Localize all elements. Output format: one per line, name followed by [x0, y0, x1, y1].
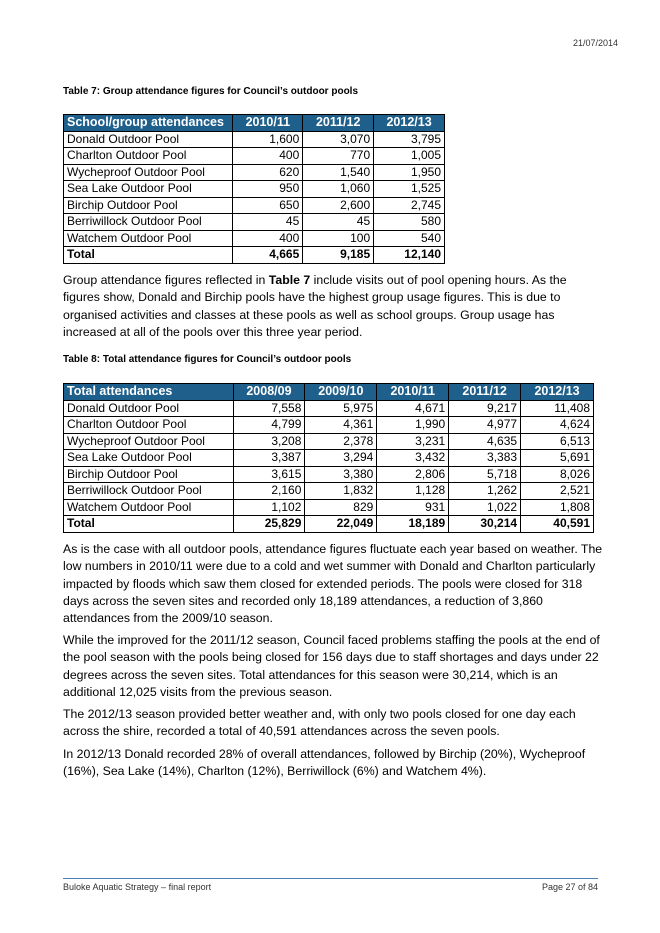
- table7: [63, 114, 445, 264]
- cell: 3,615: [233, 466, 305, 483]
- table7-reference: Table 7: [268, 273, 311, 287]
- cell: 8,026: [521, 466, 594, 483]
- cell: 400: [233, 148, 303, 165]
- cell: 1,005: [374, 148, 445, 165]
- table8: [63, 383, 594, 533]
- paragraph-attendance-share: In 2012/13 Donald recorded 28% of overall attendances, followed by Birchip (20%), Wycheproof (16%), Sea Lake (14%), Charlton (12%), Berriwillock (6%) and Watchem 4%).: [63, 747, 586, 779]
- row-label: Berriwillock Outdoor Pool: [64, 214, 233, 231]
- cell: 4,977: [449, 417, 521, 434]
- cell: 45: [303, 214, 374, 231]
- cell: 3,294: [305, 450, 377, 467]
- row-label: Birchip Outdoor Pool: [64, 197, 233, 214]
- cell: 3,070: [303, 131, 374, 148]
- cell: 2,521: [521, 483, 594, 500]
- table7-header-row: [64, 115, 445, 132]
- cell: 4,671: [377, 400, 449, 417]
- row-label: Watchem Outdoor Pool: [64, 499, 234, 516]
- table7-total-row: [64, 247, 445, 264]
- table-row: [64, 131, 445, 148]
- cell: 11,408: [521, 400, 594, 417]
- cell: 3,387: [233, 450, 305, 467]
- footer-title: Buloke Aquatic Strategy – final report: [63, 882, 212, 892]
- para1-before: Group attendance figures reflected in: [63, 273, 269, 287]
- table-row: [64, 197, 445, 214]
- cell: 540: [374, 230, 445, 247]
- table-row: [64, 483, 594, 500]
- para1-after: include visits out of pool opening hours. As the figures show, Donald and Birchip pools have the highest group usage figures. This is due to organised activities and classes at these pools as well as school groups. Group usage has increased at all of the pools over this three year period.: [63, 273, 567, 339]
- cell: 7,558: [233, 400, 305, 417]
- table-row: [64, 433, 594, 450]
- paragraph-weather: As is the case with all outdoor pools, attendance figures fluctuate each year based on weather. The low numbers in 2010/11 were due to a cold and wet summer with Donald and Charlton particularly impacted by floods which saw them closed for extended periods. The pools were closed for 318 days across the seven sites and recorded only 18,189 attendances, a reduction of 3,860 attendances from the 2009/10 season.: [63, 542, 603, 626]
- cell: 1,808: [521, 499, 594, 516]
- row-label: Birchip Outdoor Pool: [64, 466, 234, 483]
- cell: 2,600: [303, 197, 374, 214]
- cell: 3,380: [305, 466, 377, 483]
- table-row: [64, 230, 445, 247]
- table7-col-name: School/group attendances: [64, 115, 233, 132]
- page-number: Page 27 of 84: [541, 882, 598, 892]
- cell: 1,022: [449, 499, 521, 516]
- cell: 9,217: [449, 400, 521, 417]
- cell: 2,745: [374, 197, 445, 214]
- table8-col-2009-10: 2009/10: [305, 384, 377, 401]
- table8-col-2011-12: 2011/12: [449, 384, 521, 401]
- cell: 3,795: [374, 131, 445, 148]
- table7-col-2012-13: 2012/13: [374, 115, 445, 132]
- cell: 2,378: [305, 433, 377, 450]
- paragraph-2012-13-season: The 2012/13 season provided better weather and, with only two pools closed for one day each across the shire, recorded a total of 40,591 attendances across the seven pools.: [63, 707, 576, 739]
- row-label: Watchem Outdoor Pool: [64, 230, 233, 247]
- table-row: [64, 148, 445, 165]
- cell: 1,060: [303, 181, 374, 198]
- total-cell: 9,185: [303, 247, 374, 264]
- cell: 3,383: [449, 450, 521, 467]
- table-row: [64, 400, 594, 417]
- cell: 1,128: [377, 483, 449, 500]
- table7-body: [64, 131, 445, 263]
- table7-col-2010-11: 2010/11: [233, 115, 303, 132]
- table8-col-2012-13: 2012/13: [521, 384, 594, 401]
- cell: 2,160: [233, 483, 305, 500]
- cell: 3,231: [377, 433, 449, 450]
- row-label: Wycheproof Outdoor Pool: [64, 433, 234, 450]
- cell: 580: [374, 214, 445, 231]
- cell: 770: [303, 148, 374, 165]
- paragraph-staffing: While the improved for the 2011/12 season, Council faced problems staffing the pools at the end of the pool season with the pools being closed for 156 days due to staff shortages and days under 22 degrees across the seven sites. Total attendances for this season were 30,214, which is an additional 12,025 visits from the previous season.: [63, 633, 600, 699]
- cell: 2,806: [377, 466, 449, 483]
- cell: 931: [377, 499, 449, 516]
- cell: 45: [233, 214, 303, 231]
- cell: 4,635: [449, 433, 521, 450]
- footer-divider: [63, 878, 598, 879]
- cell: 400: [233, 230, 303, 247]
- cell: 5,718: [449, 466, 521, 483]
- table-row: [64, 164, 445, 181]
- table-row: [64, 181, 445, 198]
- cell: 1,950: [374, 164, 445, 181]
- paragraph-group-attendance: [63, 272, 603, 341]
- table-row: [64, 499, 594, 516]
- header-date: 21/07/2014: [572, 38, 618, 48]
- cell: 1,102: [233, 499, 305, 516]
- cell: 950: [233, 181, 303, 198]
- row-label: Sea Lake Outdoor Pool: [64, 181, 233, 198]
- table7-caption: Table 7: Group attendance figures for Council’s outdoor pools: [63, 86, 359, 97]
- cell: 650: [233, 197, 303, 214]
- row-label: Donald Outdoor Pool: [64, 131, 233, 148]
- total-cell: 40,591: [521, 516, 594, 533]
- total-cell: 18,189: [377, 516, 449, 533]
- total-cell: 12,140: [374, 247, 445, 264]
- total-cell: 22,049: [305, 516, 377, 533]
- row-label: Donald Outdoor Pool: [64, 400, 234, 417]
- cell: 829: [305, 499, 377, 516]
- table-row: [64, 450, 594, 467]
- row-label: Charlton Outdoor Pool: [64, 148, 233, 165]
- cell: 4,361: [305, 417, 377, 434]
- cell: 4,799: [233, 417, 305, 434]
- table8-col-2010-11: 2010/11: [377, 384, 449, 401]
- total-cell: 4,665: [233, 247, 303, 264]
- table8-col-name: Total attendances: [64, 384, 234, 401]
- row-label: Charlton Outdoor Pool: [64, 417, 234, 434]
- total-label: Total: [64, 516, 234, 533]
- table8-header-row: [64, 384, 594, 401]
- cell: 100: [303, 230, 374, 247]
- table8-col-2008-09: 2008/09: [233, 384, 305, 401]
- cell: 1,262: [449, 483, 521, 500]
- row-label: Sea Lake Outdoor Pool: [64, 450, 234, 467]
- cell: 6,513: [521, 433, 594, 450]
- table8-body: [64, 400, 594, 532]
- table-row: [64, 466, 594, 483]
- cell: 620: [233, 164, 303, 181]
- cell: 1,600: [233, 131, 303, 148]
- cell: 1,832: [305, 483, 377, 500]
- total-cell: 25,829: [233, 516, 305, 533]
- cell: 1,525: [374, 181, 445, 198]
- row-label: Wycheproof Outdoor Pool: [64, 164, 233, 181]
- cell: 3,208: [233, 433, 305, 450]
- table-row: [64, 214, 445, 231]
- table8-total-row: [64, 516, 594, 533]
- row-label: Berriwillock Outdoor Pool: [64, 483, 234, 500]
- table-row: [64, 417, 594, 434]
- total-cell: 30,214: [449, 516, 521, 533]
- cell: 4,624: [521, 417, 594, 434]
- total-label: Total: [64, 247, 233, 264]
- table8-caption: Table 8: Total attendance figures for Council’s outdoor pools: [63, 354, 352, 365]
- cell: 1,540: [303, 164, 374, 181]
- cell: 3,432: [377, 450, 449, 467]
- cell: 5,975: [305, 400, 377, 417]
- cell: 5,691: [521, 450, 594, 467]
- cell: 1,990: [377, 417, 449, 434]
- table7-col-2011-12: 2011/12: [303, 115, 374, 132]
